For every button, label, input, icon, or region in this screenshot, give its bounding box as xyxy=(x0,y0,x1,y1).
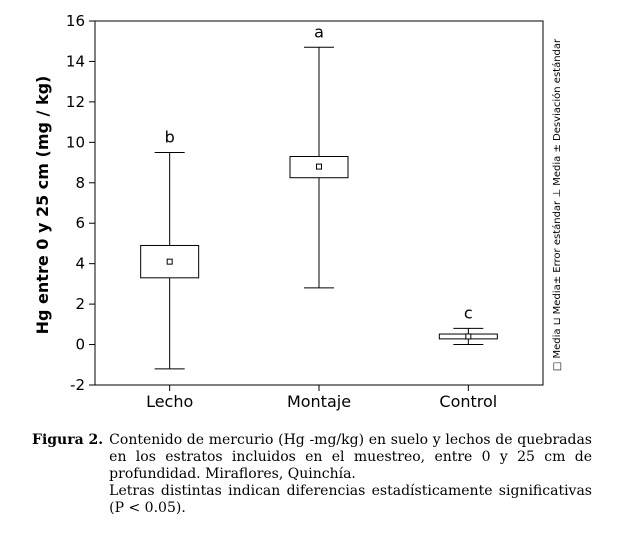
figure-caption xyxy=(32,432,592,517)
y-tick-label: 14 xyxy=(65,52,85,71)
mean-marker xyxy=(167,259,172,264)
caption-label: Figura 2. xyxy=(32,432,104,448)
x-tick-label: Montaje xyxy=(286,392,352,411)
mean-marker xyxy=(317,164,322,169)
y-tick-label: 10 xyxy=(65,133,85,152)
x-axis-ticks xyxy=(146,385,497,411)
y-axis-label: Hg entre 0 y 25 cm (mg / kg) xyxy=(33,75,52,335)
y-tick-label: 12 xyxy=(65,92,85,111)
significance-letter: a xyxy=(314,22,324,42)
y-tick-label: 2 xyxy=(75,295,85,314)
x-tick-label: Lecho xyxy=(146,392,194,411)
y-tick-label: 4 xyxy=(75,254,85,273)
caption-note: Letras distintas indican diferencias estadísticamente significativas (P < 0.05). xyxy=(109,483,592,516)
y-tick-label: -2 xyxy=(70,376,85,394)
significance-letter: c xyxy=(463,303,473,323)
box-group xyxy=(439,303,497,344)
significance-letter: b xyxy=(164,127,175,147)
box-group xyxy=(141,127,199,368)
legend: □ Media ⊔ Media± Error estándar ⊥ Media ± Desviación estándar xyxy=(552,38,563,372)
box-group xyxy=(290,22,348,288)
box-series xyxy=(141,22,498,369)
mean-marker xyxy=(466,334,471,339)
x-tick-label: Control xyxy=(439,392,498,411)
caption-text: Contenido de mercurio (Hg -mg/kg) en suelo y lechos de quebradas en los estratos incluidos en el muestreo, entre 0 y 25 cm de profundidad. Miraflores, Quinchía. xyxy=(109,432,592,482)
y-axis-ticks xyxy=(66,12,95,394)
y-tick-label: 8 xyxy=(75,173,85,192)
y-tick-label: 16 xyxy=(65,12,85,30)
y-tick-label: 6 xyxy=(75,214,85,233)
y-tick-label: 0 xyxy=(75,335,85,354)
